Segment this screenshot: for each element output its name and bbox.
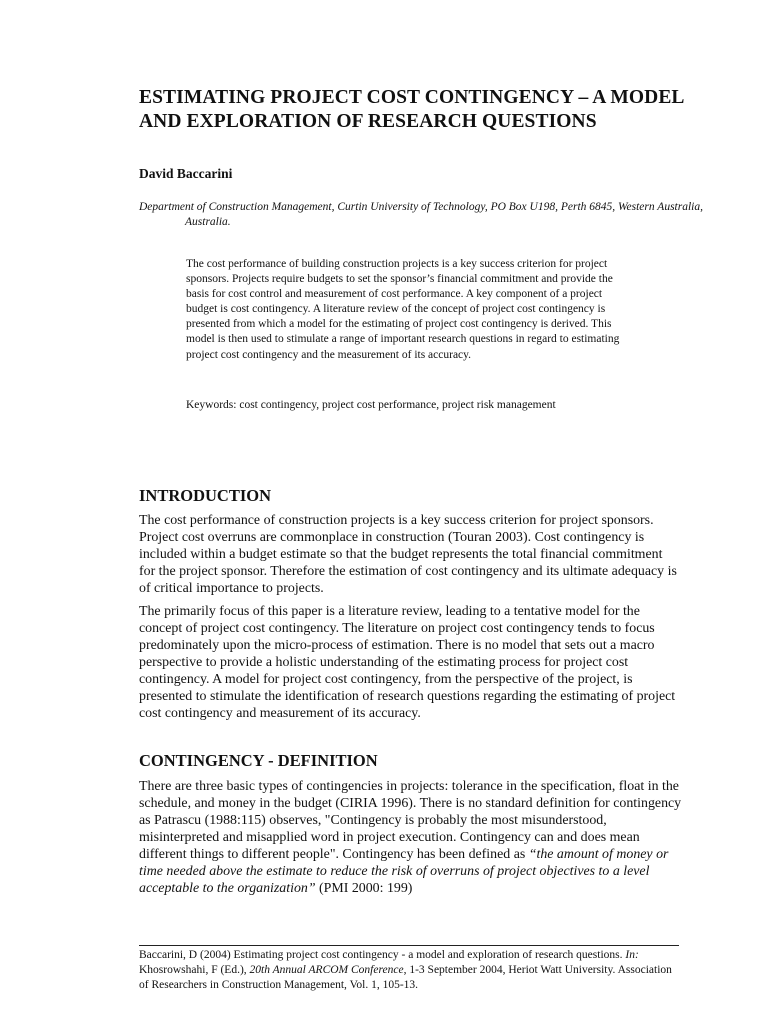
author-affiliation: Department of Construction Management, Curtin University of Technology, PO Box U198, Perth 6845, Western Australia, Australia. xyxy=(139,201,703,228)
definition-text-end: (PMI 2000: 199) xyxy=(315,881,413,896)
citation-footer xyxy=(139,948,684,992)
introduction-paragraph-1: The cost performance of construction projects is a key success criterion for project sponsors. Project cost overruns are commonplace in construction (Touran 2003). Cost contingency is included within a budget estimate so that the budget represents the total financial commitment for the project sponsor. Therefore the estimation of cost contingency and its ultimate adequacy is of critical importance to projects. xyxy=(139,513,677,596)
keywords: Keywords: cost contingency, project cost performance, project risk management xyxy=(186,399,556,411)
author-name: David Baccarini xyxy=(139,166,233,181)
definition-text-start: There are three basic types of contingencies in projects: tolerance in the specification, float in the schedule, and money in the budget (CIRIA 1996). There is no standard definition for contingency as Patrascu (1988:115) observes, "Contingency is probably the most misunderstood, misinterpreted and misapplied word in project execution. Contingency can and does mean different things to different people". Contingency has been defined as xyxy=(139,779,682,862)
citation-part-1: Baccarini, D (2004) Estimating project cost contingency - a model and exploration of research questions. xyxy=(139,949,626,961)
paper-title: ESTIMATING PROJECT COST CONTINGENCY – A MODEL AND EXPLORATION OF RESEARCH QUESTIONS xyxy=(139,87,684,132)
definition-heading: CONTINGENCY - DEFINITION xyxy=(139,751,378,770)
abstract: The cost performance of building construction projects is a key success criterion for project sponsors. Projects require budgets to set the sponsor’s financial commitment and provide the basis for cost control and measurement of cost performance. A key component of a project budget is cost contingency. A literature review of the concept of project cost contingency is presented from which a model for the estimating of project cost contingency is derived. This model is then used to stimulate a range of important research questions in regard to estimating project cost contingency and the measurement of its accuracy. xyxy=(186,258,620,361)
citation-conference: 20th Annual ARCOM Conference xyxy=(249,963,404,976)
citation-part-3: , 1-3 September 2004, Heriot Watt University. Association of Researchers in Construction Management, Vol. 1, 105-13. xyxy=(139,963,672,991)
citation-in-label: In: xyxy=(625,949,639,961)
introduction-paragraph-2: The primarily focus of this paper is a literature review, leading to a tentative model for the concept of project cost contingency. The literature on project cost contingency tends to focus predominately upon the micro-process of estimation. There is no model that sets out a macro perspective to provide a holistic understanding of the estimating process for project cost contingency. A model for project cost contingency, from the perspective of the project, is presented to stimulate the identification of research questions regarding the estimating of project cost contingency and measurement of its accuracy. xyxy=(139,604,676,721)
footer-divider xyxy=(139,945,679,946)
definition-paragraph xyxy=(139,778,684,897)
definition-quote: “the amount of money or time needed above the estimate to reduce the risk of overruns of project objectives to a level acceptable to the organization” xyxy=(139,847,669,896)
introduction-heading: INTRODUCTION xyxy=(139,486,272,505)
citation-part-2: Khosrowshahi, F (Ed.), xyxy=(139,963,250,976)
